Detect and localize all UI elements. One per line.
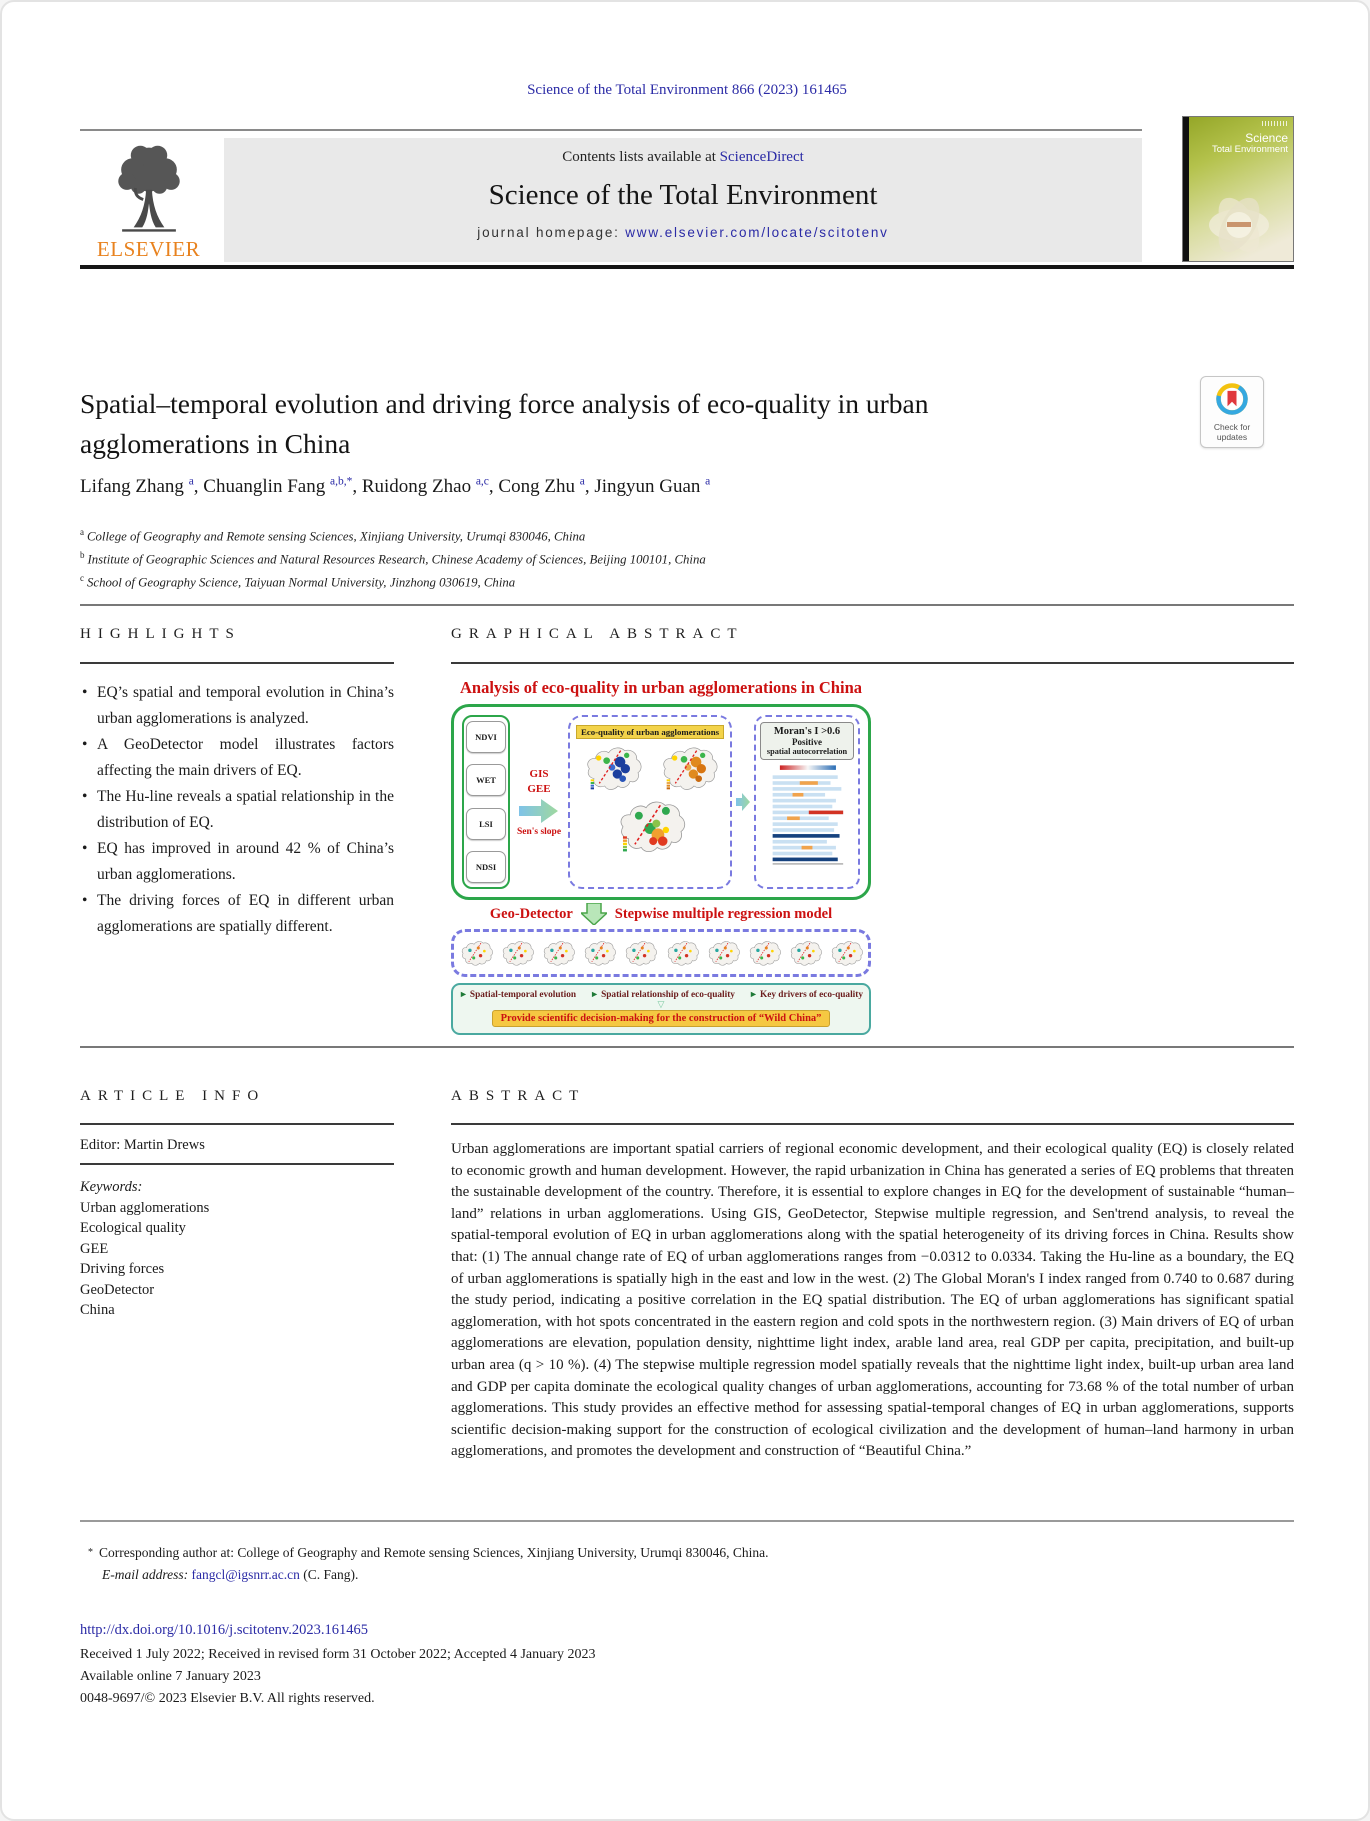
moran-line2: Positive xyxy=(792,737,822,747)
contents-line xyxy=(224,149,1142,166)
china-mini-map xyxy=(704,936,742,970)
email-suffix: (C. Fang). xyxy=(299,1567,359,1582)
article-title: Spatial–temporal evolution and driving force analysis of eco-quality in urban agglomerations in China xyxy=(80,388,929,459)
cover-spine xyxy=(1183,117,1189,261)
editor-line: Editor: Martin Drews xyxy=(80,1137,205,1153)
china-mini-map xyxy=(621,936,659,970)
ga-input: WET xyxy=(466,764,506,796)
check-updates-icon xyxy=(1214,381,1250,417)
cover-flower-art xyxy=(1197,185,1281,259)
highlight-item: • EQ has improved in around 42 % of China’s urban agglomerations. xyxy=(80,836,394,887)
highlight-item: • The driving forces of EQ in different urban agglomerations are spatially different. xyxy=(80,888,394,939)
abstract-text: Urban agglomerations are important spatial carriers of regional economic development, and their ecological quality (EQ) is closely related to economic growth and human development. However, the rapid urbanization in China has generated a series of EQ problems that threaten the sustainable development of the country. Therefore, it is essential to explore changes in EQ for the development of sustainable “human–land” relations in urban agglomerations. Using GIS, GeoDetector, Stepwise multiple regression, and Sen'trend analysis, to reveal the spatial-temporal evolution of EQ in urban agglomerations along with the spatial heterogeneity of its driving forces in China. Results show that: (1) The annual change rate of EQ of urban agglomerations ranges from −0.0312 to 0.0334. Taking the Hu-line as a boundary, the EQ of urban agglomerations is spatially high in the east and low in the west. (2) The Global Moran's I index ranged from 0.740 to 0.687 during the study period, indicating a positive correlation in the EQ spatial distribution. The EQ of urban agglomerations has significant spatial agglomeration, with hot spots concentrated in the eastern region and cold spots in the northwestern region. (3) Main drivers of EQ of urban agglomerations are elevation, population density, nighttime light index, arable land area, real GDP per capita, precipitation, and built-up urban area (q > 10 %). (4) The stepwise multiple regression model spatially reveals that the nighttime light index, built-up urban area land and GDP per capita dominate the ecological quality changes of urban agglomerations, accounting for 73.68 % of the total number of urban agglomerations. This study provides an effective method for assessing spatial-temporal changes of EQ in urban agglomerations, supports scientific decision-making support for the construction of ecological civilization and the development of human–land harmony in urban agglomerations, and promotes the development and construction of “Beautiful China.” xyxy=(451,1141,1294,1460)
keyword: Driving forces xyxy=(80,1261,165,1277)
china-mini-map xyxy=(539,936,577,970)
sciencedirect-link[interactable]: ScienceDirect xyxy=(719,149,804,165)
ga-bar-chart xyxy=(760,760,854,872)
ga-moran-panel xyxy=(754,715,860,889)
email-label: E-mail address: xyxy=(102,1567,189,1582)
graphical-abstract-figure xyxy=(451,678,871,1035)
highlights-list xyxy=(80,680,394,940)
ga-tools xyxy=(514,715,564,889)
china-mini-map xyxy=(786,936,824,970)
highlight-item: • The Hu-line reveals a spatial relationship in the distribution of EQ. xyxy=(80,784,394,835)
cover-barcode xyxy=(1262,121,1288,126)
moran-line1: Moran's I >0.6 xyxy=(773,726,841,737)
homepage-label: journal homepage: xyxy=(477,225,626,240)
down-arrow-icon xyxy=(581,903,607,925)
article-info-heading: ARTICLE INFO xyxy=(80,1088,266,1104)
china-map-eq-orange xyxy=(650,742,726,794)
china-mini-map xyxy=(745,936,783,970)
elsevier-wordmark: ELSEVIER xyxy=(96,237,201,261)
ga-tool-gis: GIS xyxy=(529,767,549,780)
corresponding-author-footnote xyxy=(88,1542,988,1586)
footnote-marker: * xyxy=(88,1547,93,1558)
received-dates: Received 1 July 2022; Received in revised form 31 October 2022; Accepted 4 January 2023 xyxy=(80,1647,596,1662)
ga-tool-sen: Sen's slope xyxy=(516,826,562,837)
contents-prefix: Contents lists available at xyxy=(562,149,720,165)
highlights-heading: HIGHLIGHTS xyxy=(80,626,241,642)
china-map-trend xyxy=(604,795,696,857)
ga-conclusion: Provide scientific decision-making for the construction of “Wild China” xyxy=(492,1010,831,1027)
article-info-rule2 xyxy=(80,1163,394,1165)
footnote-email-line xyxy=(88,1564,988,1586)
ga-tool-gee: GEE xyxy=(527,782,551,795)
affiliation: $^b$ Institute of Geographic Sciences and Natural Resources Research, Chinese Academy of Sciences, Beijing 100101, China xyxy=(80,549,706,567)
china-mini-map xyxy=(580,936,618,970)
header-top-rule xyxy=(80,129,1142,131)
author-list xyxy=(80,476,1080,498)
affiliation-list xyxy=(80,523,1080,591)
affiliation: $^c$ School of Geography Science, Taiyuan Normal University, Jinzhong 030619, China xyxy=(80,572,516,589)
journal-citation: Science of the Total Environment 866 (2023) 161465 xyxy=(527,82,847,98)
keyword: China xyxy=(80,1302,115,1318)
issn-copyright: 0048-9697/© 2023 Elsevier B.V. All rights reserved. xyxy=(80,1691,375,1706)
journal-homepage-line xyxy=(224,225,1142,240)
journal-header-box xyxy=(224,138,1142,262)
author: Jingyun Guan $^a$ xyxy=(594,476,711,498)
abstract-heading: ABSTRACT xyxy=(451,1088,586,1104)
available-online: Available online 7 January 2023 xyxy=(80,1669,261,1684)
highlights-rule xyxy=(80,662,394,664)
ga-input: NDSI xyxy=(466,851,506,883)
graphical-abstract-rule xyxy=(451,662,1294,664)
elsevier-logo xyxy=(80,138,217,262)
abstract-rule xyxy=(451,1123,1294,1125)
doi-link[interactable]: http://dx.doi.org/10.1016/j.scitotenv.2023.161465 xyxy=(80,1622,368,1638)
arrow-bullet-icon: ► xyxy=(749,989,758,999)
keyword: Ecological quality xyxy=(80,1220,186,1236)
arrow-bullet-icon: ► xyxy=(590,989,600,999)
keywords-label: Keywords: xyxy=(80,1179,143,1195)
cover-title-line1: Science xyxy=(1245,131,1288,145)
highlight-item: • EQ’s spatial and temporal evolution in China’s urban agglomerations is analyzed. xyxy=(80,680,394,731)
ga-map-panel-title: Eco-quality of urban agglomerations xyxy=(576,725,724,739)
graphical-abstract-heading: GRAPHICAL ABSTRACT xyxy=(451,626,744,642)
ga-method-box xyxy=(451,704,871,900)
section-divider xyxy=(80,1046,1294,1048)
highlight-item: • A GeoDetector model illustrates factors affecting the main drivers of EQ. xyxy=(80,732,394,783)
cover-title xyxy=(1212,133,1288,155)
footnote-line1: * Corresponding author at: College of Geography and Remote sensing Sciences, Xinjiang University, Urumqi 830046, China. xyxy=(88,1545,769,1560)
ga-driver-maps-strip xyxy=(451,929,871,977)
ga-output: ► Spatial relationship of eco-quality xyxy=(590,989,735,1000)
china-mini-map xyxy=(827,936,865,970)
author: Ruidong Zhao $^{a,c}$ , xyxy=(362,476,499,497)
cover-title-line2: Total Environment xyxy=(1211,144,1288,155)
ga-input: NDVI xyxy=(466,721,506,753)
ga-map-panel xyxy=(568,715,732,889)
ga-output: ► Spatial-temporal evolution xyxy=(459,989,577,1000)
right-arrow-icon xyxy=(519,798,559,824)
check-for-updates-badge[interactable] xyxy=(1200,376,1264,448)
journal-title: Science of the Total Environment xyxy=(488,179,878,211)
author: Chuanglin Fang $^{a,b,*}$ , xyxy=(203,476,362,497)
affiliation: $^a$ College of Geography and Remote sensing Sciences, Xinjiang University, Urumqi 830046, China xyxy=(80,527,586,544)
ga-title: Analysis of eco-quality in urban agglomerations in China xyxy=(459,678,862,697)
header-black-rule xyxy=(80,265,1294,269)
china-mini-map xyxy=(663,936,701,970)
footnote-divider xyxy=(80,1520,1294,1522)
right-arrow-icon xyxy=(736,792,750,812)
keyword: GeoDetector xyxy=(80,1281,155,1298)
moran-line3: spatial autocorrelation xyxy=(766,747,848,756)
author: Cong Zhu $^a$ , xyxy=(498,476,594,497)
section-divider xyxy=(80,604,1294,606)
keyword: GEE xyxy=(80,1240,109,1257)
keywords-block xyxy=(80,1177,209,1321)
author: Lifang Zhang $^a$ , xyxy=(80,476,203,497)
ga-results-box xyxy=(451,983,871,1035)
china-mini-map xyxy=(498,936,536,970)
homepage-link[interactable]: www.elsevier.com/locate/scitotenv xyxy=(625,225,889,240)
check-updates-label: Check for updates xyxy=(1213,422,1251,442)
china-map-eq-blue xyxy=(574,742,650,794)
elsevier-tree-icon xyxy=(101,138,197,236)
ga-moran-box xyxy=(760,722,854,760)
ga-output: ► Key drivers of eco-quality xyxy=(749,989,863,1000)
china-mini-map xyxy=(457,936,495,970)
email-link[interactable]: fangcl@igsnrr.ac.cn xyxy=(191,1567,300,1582)
keyword: Urban agglomerations xyxy=(80,1199,210,1216)
ga-geodetector-label: Geo-Detector xyxy=(489,905,573,922)
ga-input-indices xyxy=(462,715,510,889)
down-chevron-icon: ▽ xyxy=(657,999,665,1009)
ga-input: LSI xyxy=(466,808,506,840)
ga-stepwise-label: Stepwise multiple regression model xyxy=(614,905,833,922)
arrow-bullet-icon: ► xyxy=(459,989,468,999)
journal-cover-thumbnail xyxy=(1182,116,1294,262)
article-info-rule xyxy=(80,1123,394,1125)
